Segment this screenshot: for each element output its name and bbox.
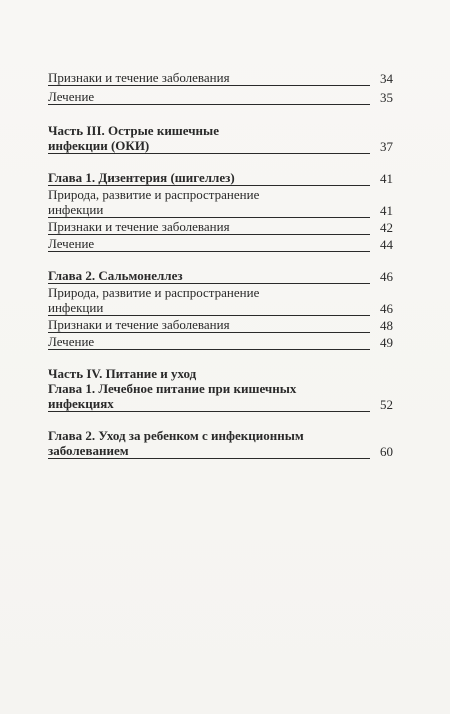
toc-page-number: 34 — [380, 71, 393, 86]
toc-page-number: 37 — [380, 139, 393, 154]
toc-page-number: 52 — [380, 397, 393, 412]
toc-entry-title: Глава 1. Лечебное питание при кишечных — [48, 381, 297, 396]
toc-entry[interactable] — [48, 236, 393, 252]
toc-entry-title: Лечение — [48, 89, 95, 104]
toc-page-number: 46 — [380, 269, 393, 284]
toc-page-number: 48 — [380, 318, 393, 333]
toc-entry-title: Часть IV. Питание и уход — [48, 366, 197, 381]
toc-entry-title: Природа, развитие и распространение — [48, 285, 260, 300]
toc-leader — [114, 411, 370, 412]
toc-entry-chapter[interactable] — [48, 170, 393, 186]
toc-entry-title: инфекции — [48, 202, 104, 217]
toc-entry-title: заболеванием — [48, 443, 129, 458]
toc-page-number: 41 — [380, 171, 393, 186]
toc-entry-title: Глава 1. Дизентерия (шигеллез) — [48, 170, 235, 185]
toc-page-number: 42 — [380, 220, 393, 235]
toc-entry-title: инфекциях — [48, 396, 114, 411]
toc-page-number: 35 — [380, 90, 393, 105]
toc-page-number: 46 — [380, 301, 393, 316]
toc-entry-title: Лечение — [48, 334, 95, 349]
toc-entry[interactable] — [48, 219, 393, 235]
toc-entry-title: инфекции — [48, 300, 104, 315]
toc-page-number: 49 — [380, 335, 393, 350]
toc-leader — [230, 234, 370, 235]
toc-entry-title: Часть III. Острые кишечные — [48, 123, 219, 138]
toc-leader — [94, 349, 370, 350]
toc-entry[interactable] — [48, 334, 393, 350]
toc-leader — [103, 217, 370, 218]
toc-entry[interactable] — [48, 317, 393, 333]
toc-leader — [230, 85, 370, 86]
toc-leader — [235, 185, 370, 186]
toc-leader — [230, 332, 370, 333]
toc-entry-title: Признаки и течение заболевания — [48, 219, 230, 234]
toc-entry[interactable] — [48, 89, 393, 105]
toc-entry-title: Глава 2. Сальмонеллез — [48, 268, 183, 283]
toc-entry-title: Глава 2. Уход за ребенком с инфекционным — [48, 428, 304, 443]
toc-leader — [149, 153, 370, 154]
toc-entry-chapter[interactable] — [48, 268, 393, 284]
toc-leader — [94, 251, 370, 252]
toc-entry-title: Природа, развитие и распространение — [48, 187, 260, 202]
toc-entry[interactable] — [48, 70, 393, 86]
toc-entry-title: Признаки и течение заболевания — [48, 70, 230, 85]
toc-leader — [129, 458, 370, 459]
toc-page-number: 44 — [380, 237, 393, 252]
toc-entry[interactable] — [48, 285, 393, 316]
toc-page-number: 41 — [380, 203, 393, 218]
toc-page-number: 60 — [380, 444, 393, 459]
toc-entry-title: Признаки и течение заболевания — [48, 317, 230, 332]
toc-entry-chapter[interactable] — [48, 428, 393, 459]
toc-leader — [103, 315, 370, 316]
toc-entry[interactable] — [48, 187, 393, 218]
toc-leader — [183, 283, 370, 284]
toc-entry-part[interactable] — [48, 123, 393, 154]
toc-entry-title: инфекции (ОКИ) — [48, 138, 150, 153]
toc-entry-part[interactable] — [48, 366, 393, 412]
table-of-contents — [48, 70, 393, 459]
toc-leader — [94, 104, 370, 105]
toc-entry-title: Лечение — [48, 236, 95, 251]
